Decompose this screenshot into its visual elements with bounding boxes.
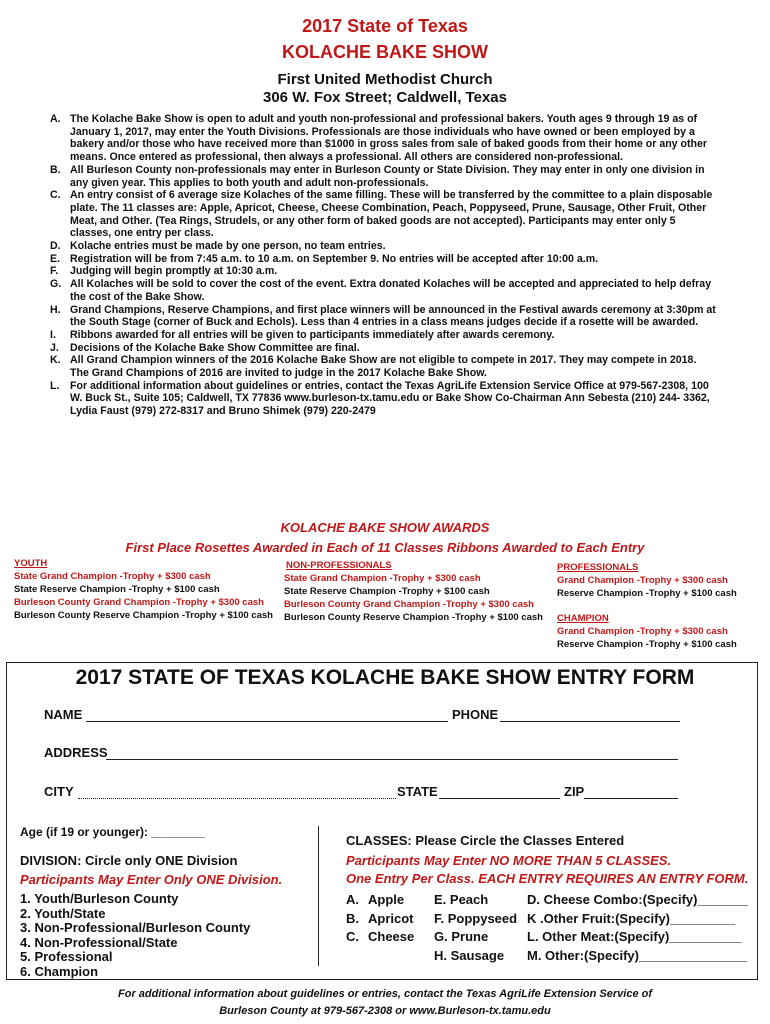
rule-item [50,304,718,329]
rule-letter: D. [50,240,61,253]
rule-text: An entry consist of 6 average size Kolaches of the same filling. These will be transferred by the committee to a plain disposable plate. The 11 classes are: Apple, Apricot, Cheese, Cheese Combination, Peach, Poppyseed, Prune, Sausage, Other Fruit, Other Meat, and Other. (Tea Rings, Strudels, or any other form of baked goods are not accepted). Participants may enter only 5 classes, one entry per class. [70,189,713,240]
class-option[interactable]: F. Poppyseed [434,910,518,926]
class-option[interactable]: K .Other Fruit:(Specify)_________ [527,910,736,926]
class-option[interactable]: L. Other Meat:(Specify)__________ [527,929,742,945]
rule-text: Registration will be from 7:45 a.m. to 10 a.m. on September 9. No entries will be accepted after 10:00 a.m. [70,252,599,265]
venue-address: 306 W. Fox Street; Caldwell, Texas [263,89,507,106]
class-option[interactable]: Cheese [368,929,415,945]
class-row [346,910,756,929]
rule-letter: H. [50,303,61,316]
class-option[interactable]: E. Peach [434,892,489,907]
award-item: Reserve Champion -Trophy + $100 cash [557,639,737,650]
rule-letter: C. [50,189,61,202]
footer-info [0,986,770,1020]
rule-letter: L. [50,379,60,392]
rule-text: Kolache entries must be made by one person, no team entries. [70,240,386,253]
class-letter: A. [346,892,359,907]
rule-item [50,189,718,240]
award-item: State Reserve Champion -Trophy + $100 cash [14,584,220,595]
rule-text: Ribbons awarded for all entries will be given to participants immediately after awards ceremony. [70,328,555,341]
class-option[interactable]: H. Sausage [434,947,505,963]
rule-item [50,354,718,379]
class-option[interactable]: Apricot [368,910,414,926]
name-label: NAME [44,707,83,722]
rule-letter: K. [50,354,61,367]
state-field[interactable] [439,785,560,799]
venue-name: First United Methodist Church [277,71,493,88]
award-item: Burleson County Grand Champion -Trophy + $300 cash [284,599,534,610]
division-option[interactable]: 3. Non-Professional/Burleson County [20,920,251,935]
division-option[interactable]: 1. Youth/Burleson County [20,891,179,906]
division-note: Participants May Enter Only ONE Division. [20,872,283,887]
class-row [346,928,756,947]
address-label: ADDRESS [44,745,108,760]
address-field[interactable] [106,746,678,760]
class-row [346,891,756,910]
division-title: DIVISION: Circle only ONE Division [20,853,238,868]
rule-item [50,240,718,253]
class-row [346,947,756,966]
rule-text: For additional information about guidelines or entries, contact the Texas AgriLife Extension Service Office at 979-567-2308, 100 W. Buck St., Suite 105; Caldwell, TX 77836 www.burleson-tx.tamu.edu or Bake Show Co-Chairman Ann Sebesta (210) 244- 3362, Lydia Faust (979) 272-8317 and Bruno Shimek (979) 220-2479 [70,379,710,418]
rule-text: Decisions of the Kolache Bake Show Committee are final. [70,341,360,354]
footer-line1: For additional information about guidelines or entries, contact the Texas AgriLife Extension Service of [118,988,652,1000]
phone-label: PHONE [452,707,499,722]
division-option[interactable]: 4. Non-Professional/State [20,934,178,950]
award-item: State Grand Champion -Trophy + $300 cash [14,571,211,582]
state-label: STATE [397,784,438,799]
awards-title: KOLACHE BAKE SHOW AWARDS [280,520,490,535]
class-letter: C. [346,929,359,945]
awards-pro-heading: PROFESSIONALS [557,562,639,573]
footer-line2: Burleson County at 979-567-2308 or www.Burleson-tx.tamu.edu [219,1005,551,1017]
award-item: Grand Champion -Trophy + $300 cash [557,575,728,586]
rule-item [50,113,718,164]
rule-text: The Kolache Bake Show is open to adult and youth non-professional and professional bakers. Youth ages 9 through 19 as of January 1, 2017, may enter the Youth Divisions. Professionals are those individuals who have owned or been employed by a bakery and/or those who have received more than $1000 in gross sales from sale of baked goods from their home or any other means. Once entered as professional, then always a professional. All others are considered non-professional. [70,113,707,164]
class-option[interactable]: G. Prune [434,929,489,945]
rule-letter: J. [50,341,59,354]
rule-text: Judging will begin promptly at 10:30 a.m. [70,265,278,278]
rule-letter: E. [50,252,61,265]
awards-subtitle: First Place Rosettes Awarded in Each of 11 Classes Ribbons Awarded to Each Entry [125,540,645,555]
zip-field[interactable] [584,785,678,799]
classes-note-entry: One Entry Per Class. EACH ENTRY REQUIRES AN ENTRY FORM. [346,871,749,886]
classes-grid [346,891,756,965]
rule-text: All Grand Champion winners of the 2016 Kolache Bake Show are not eligible to compete in 2017. They may compete in 2018. The Grand Champions of 2016 are invited to judge in the 2017 Kolache Bake Show. [70,354,697,380]
awards-youth [14,557,279,622]
award-item: Burleson County Grand Champion -Trophy + $300 cash [14,597,264,608]
rule-text: All Kolaches will be sold to cover the cost of the event. Extra donated Kolaches will be accepted and appreciated to help defray the cost of the Bake Show. [70,278,712,303]
awards-champion [557,612,762,651]
rule-item [50,278,718,303]
rule-letter: A. [50,113,61,125]
page-title-line1: 2017 State of Texas [302,16,468,36]
awards-pro [557,561,762,600]
awards-nonpro-heading: NON-PROFESSIONALS [286,560,392,571]
rule-item [50,380,718,418]
classes-title: CLASSES: Please Circle the Classes Entered [346,833,625,848]
division-list [20,892,250,979]
entry-form-title: 2017 STATE OF TEXAS KOLACHE BAKE SHOW ENTRY FORM [75,666,695,689]
phone-field[interactable] [500,708,680,722]
city-label: CITY [44,784,74,799]
page-title-line2: KOLACHE BAKE SHOW [282,42,488,62]
name-field[interactable] [86,708,448,722]
division-option[interactable]: 6. Champion [20,963,99,979]
city-field[interactable] [78,785,396,799]
zip-label: ZIP [564,784,585,799]
rule-item [50,342,718,355]
award-item: State Grand Champion -Trophy + $300 cash [284,573,481,584]
rule-letter: B. [50,163,61,176]
division-option[interactable]: 5. Professional [20,949,113,964]
classes-note-max: Participants May Enter NO MORE THAN 5 CLASSES. [346,853,672,868]
award-item: Grand Champion -Trophy + $300 cash [557,626,728,637]
awards-champion-heading: CHAMPION [557,613,609,624]
class-letter: B. [346,910,359,926]
rule-letter: F. [50,265,59,278]
class-option[interactable]: D. Cheese Combo:(Specify)_______ [527,892,749,907]
rule-letter: I. [50,328,56,341]
form-divider [318,826,319,966]
award-item: Reserve Champion -Trophy + $100 cash [557,588,737,599]
award-item: State Reserve Champion -Trophy + $100 cash [284,586,490,597]
rule-text: Grand Champions, Reserve Champions, and first place winners will be announced in the Festival awards ceremony at 3:30pm at the South Stage (corner of Buck and Echols). Less than 4 entries in a class means judges decide if a rosette will be awarded. [70,303,716,329]
award-item: Burleson County Reserve Champion -Trophy + $100 cash [14,610,273,621]
rule-item [50,329,718,342]
rules-list [50,113,718,418]
awards-nonpro [284,559,549,624]
rule-text: All Burleson County non-professionals may enter in Burleson County or State Division. They may enter in only one division in any given year. This applies to both youth and adult non-professionals. [70,163,705,189]
award-item: Burleson County Reserve Champion -Trophy + $100 cash [284,612,543,623]
awards-youth-heading: YOUTH [14,558,48,569]
rule-item [50,265,718,278]
rule-item [50,164,718,189]
rule-letter: G. [50,278,62,291]
division-option[interactable]: 2. Youth/State [20,905,106,921]
rule-item [50,253,718,266]
class-option[interactable]: Apple [368,892,405,907]
class-option[interactable]: M. Other:(Specify)_______________ [527,947,748,963]
age-field[interactable]: Age (if 19 or younger): ________ [20,825,205,839]
